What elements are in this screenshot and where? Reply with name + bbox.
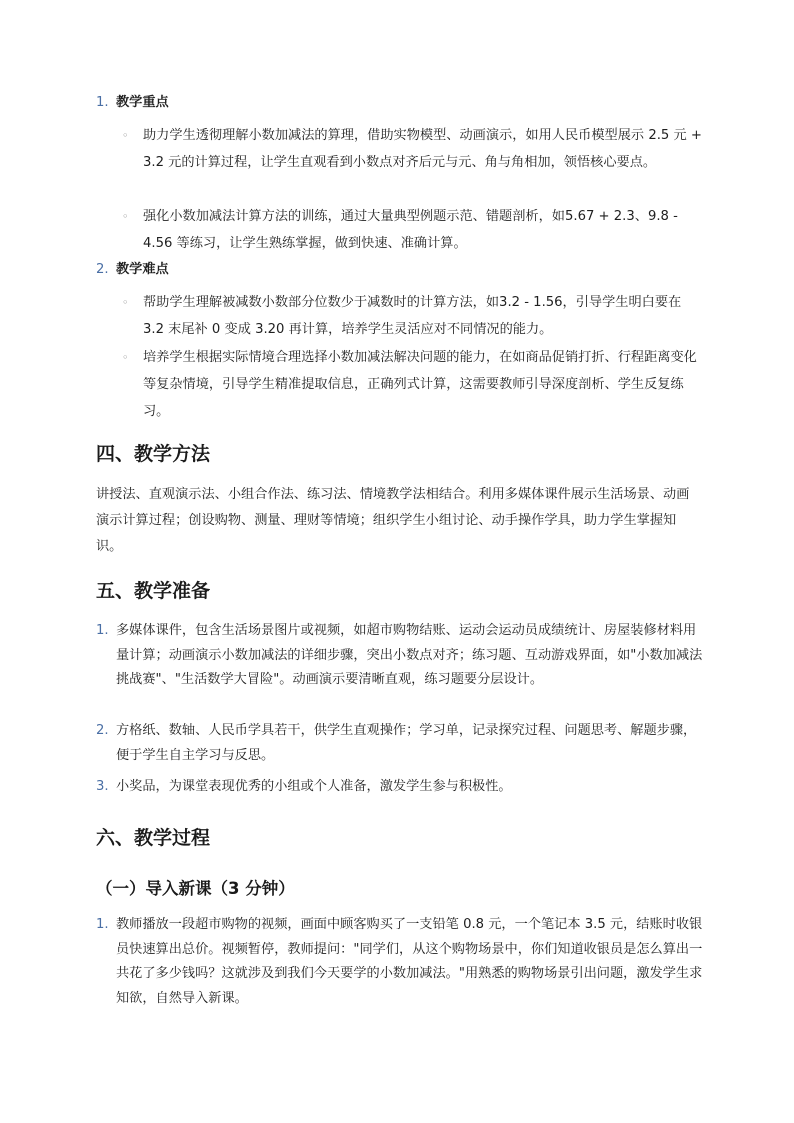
bullet-text: 培养学生根据实际情境合理选择小数加减法解决问题的能力，在如商品促销打折、行程距离变化等复杂情境，引导学生精准提取信息，正确列式计算，这需要教师引导深度剖析、学生反复练习。 (143, 350, 697, 419)
bullet-text: 帮助学生理解被减数小数部分位数少于减数时的计算方法，如3.2 - 1.56，引导学生明白要在 3.2 末尾补 0 变成 3.20 再计算，培养学生灵活应对不同情况的能力。 (143, 295, 682, 337)
bullet-text: 强化小数加减法计算方法的训练，通过大量典型例题示范、错题剖析，如5.67 + 2.3、9.8 - 4.56 等练习，让学生熟练掌握，做到快速、准确计算。 (143, 209, 678, 251)
bullet-text: 助力学生透彻理解小数加减法的算理，借助实物模型、动画演示，如用人民币模型展示 2.5 元 + 3.2 元的计算过程，让学生直观看到小数点对齐后元与元、角与角相加，领悟核心要点。 (143, 128, 702, 170)
list-item-difficult-points (96, 258, 706, 283)
list-number: 3. (96, 779, 109, 794)
list-item-title: 教学重点 (116, 95, 169, 110)
bullet-icon: ◦ (122, 129, 129, 142)
list-item-text: 教师播放一段超市购物的视频，画面中顾客购买了一支铅笔 0.8 元，一个笔记本 3.5 元，结账时收银员快速算出总价。视频暂停，教师提问："同学们，从这个购物场景中，你们知道收银员是怎么算出一共花了多少钱吗？这就涉及到我们今天要学的小数加减法。"用熟悉的购物场景引出问题，激发学生求知欲，自然导入新课。 (116, 917, 703, 1006)
list-item-text: 方格纸、数轴、人民币学具若干，供学生直观操作；学习单，记录探究过程、问题思考、解题步骤，便于学生自主学习与反思。 (116, 723, 697, 763)
bullet-item (122, 203, 702, 257)
section-heading: 五、教学准备 (96, 580, 211, 602)
bullet-icon: ◦ (122, 351, 129, 364)
bullet-item (122, 344, 702, 425)
list-number: 1. (96, 95, 109, 110)
list-item (96, 719, 706, 768)
bullet-icon: ◦ (122, 296, 129, 309)
list-item (96, 619, 706, 693)
bullet-icon: ◦ (122, 210, 129, 223)
list-item-key-points (96, 91, 706, 116)
bullet-item (122, 122, 702, 176)
list-number: 2. (96, 723, 109, 738)
section-paragraph: 讲授法、直观演示法、小组合作法、练习法、情境教学法相结合。利用多媒体课件展示生活场景、动画演示计算过程；创设购物、测量、理财等情境；组织学生小组讨论、动手操作学具，助力学生掌握知识。 (96, 487, 690, 554)
list-item-title: 教学难点 (116, 262, 169, 277)
section-heading: 六、教学过程 (96, 827, 211, 849)
list-item-text: 多媒体课件，包含生活场景图片或视频，如超市购物结账、运动会运动员成绩统计、房屋装修材料用量计算；动画演示小数加减法的详细步骤，突出小数点对齐；练习题、互动游戏界面，如"小数加减法挑战赛"、"生活数学大冒险"。动画演示要清晰直观，练习题要分层设计。 (116, 623, 703, 687)
list-number: 1. (96, 623, 109, 638)
section-heading: 四、教学方法 (96, 443, 211, 465)
list-item (96, 913, 706, 1011)
list-item-text: 小奖品，为课堂表现优秀的小组或个人准备，激发学生参与积极性。 (116, 779, 512, 794)
section-subheading: （一）导入新课（3 分钟） (96, 879, 295, 898)
list-item (96, 775, 706, 800)
list-number: 2. (96, 262, 109, 277)
bullet-item (122, 289, 702, 343)
list-number: 1. (96, 917, 109, 932)
